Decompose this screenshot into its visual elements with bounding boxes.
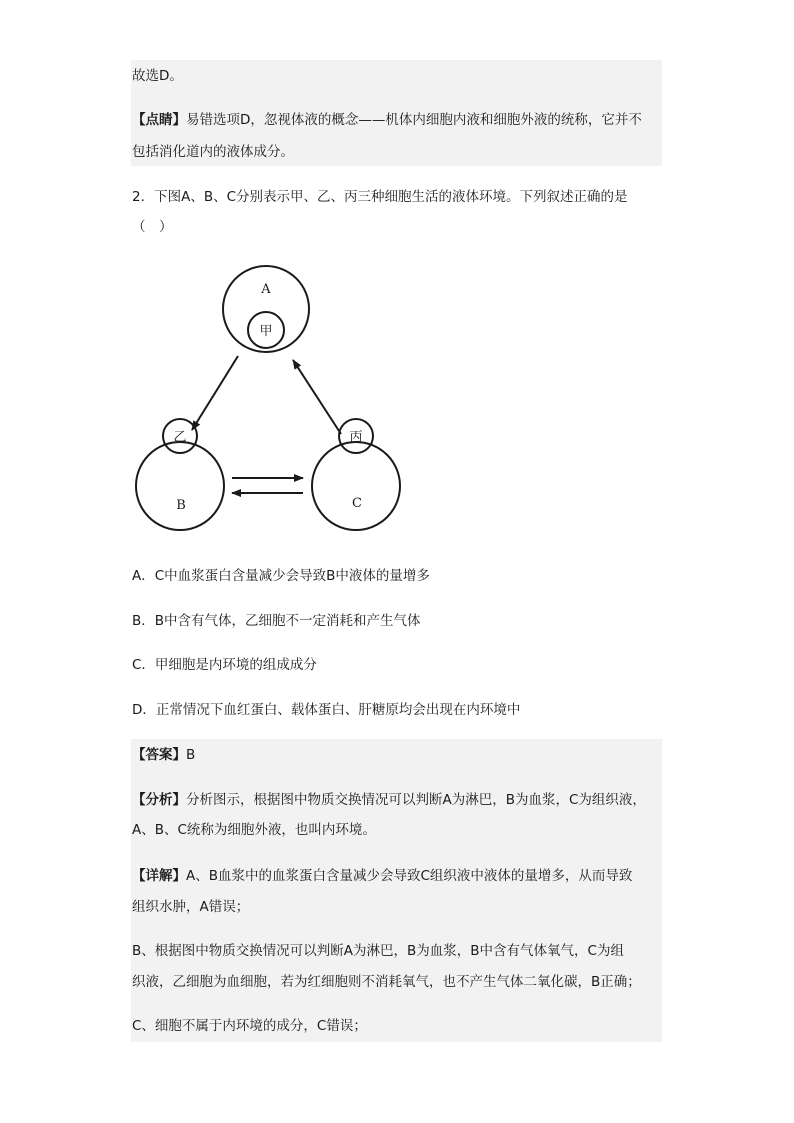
answer-line	[132, 745, 662, 765]
question-stem-line-2: （ ）	[132, 219, 173, 235]
tip-label: 【点睛】	[132, 112, 186, 128]
analysis-label: 【分析】	[132, 792, 186, 808]
cell-yi-label: 乙	[173, 430, 187, 445]
fluid-exchange-diagram	[125, 250, 415, 550]
option-b: B．B中含有气体，乙细胞不一定消耗和产生气体	[132, 613, 421, 629]
answer-value: B	[186, 747, 196, 763]
tip-text: 易错选项D，忽视体液的概念——机体内细胞内液和细胞外液的统称，它并不	[186, 112, 642, 128]
tip-line-1	[132, 110, 662, 130]
detail-line-1	[132, 866, 662, 886]
compartment-a-circle	[223, 266, 309, 352]
answer-label: 【答案】	[132, 747, 186, 763]
arrow-c-to-a	[293, 360, 341, 434]
prev-conclusion: 故选D。	[132, 68, 183, 84]
option-d: D．正常情况下血红蛋白、载体蛋白、肝糖原均会出现在内环境中	[132, 702, 521, 718]
detail-c-line: C、细胞不属于内环境的成分，C错误；	[132, 1018, 367, 1034]
detail-b-line-1: B、根据图中物质交换情况可以判断A为淋巴，B为血浆，B中含有气体氧气，C为组	[132, 943, 624, 959]
arrow-a-to-b	[192, 356, 238, 430]
detail-label: 【详解】	[132, 868, 186, 884]
analysis-line-1	[132, 790, 662, 810]
analysis-text: 分析图示，根据图中物质交换情况可以判断A为淋巴，B为血浆，C为组织液，	[186, 792, 646, 808]
detail-line-2: 组织水肿，A错误；	[132, 899, 250, 915]
label-b: B	[176, 498, 186, 513]
analysis-line-2: A、B、C统称为细胞外液，也叫内环境。	[132, 822, 376, 838]
label-c: C	[352, 496, 362, 511]
answer-block	[131, 739, 662, 1042]
cell-bing-label: 丙	[349, 430, 363, 445]
compartment-c-circle	[312, 442, 400, 530]
label-a: A	[261, 282, 271, 297]
detail-b-line-2: 织液，乙细胞为血细胞，若为红细胞则不消耗氧气，也不产生气体二氧化碳，B正确；	[132, 974, 641, 990]
cell-jia-label: 甲	[259, 324, 273, 339]
detail-text: A、B血浆中的血浆蛋白含量减少会导致C组织液中液体的量增多，从而导致	[186, 868, 633, 884]
compartment-b-circle	[136, 442, 224, 530]
tip-line-2: 包括消化道内的液体成分。	[132, 144, 294, 160]
option-a: A．C中血浆蛋白含量减少会导致B中液体的量增多	[132, 568, 430, 584]
question-stem-line-1: 2．下图A、B、C分别表示甲、乙、丙三种细胞生活的液体环境。下列叙述正确的是	[132, 189, 628, 205]
option-c: C．甲细胞是内环境的组成成分	[132, 657, 317, 673]
